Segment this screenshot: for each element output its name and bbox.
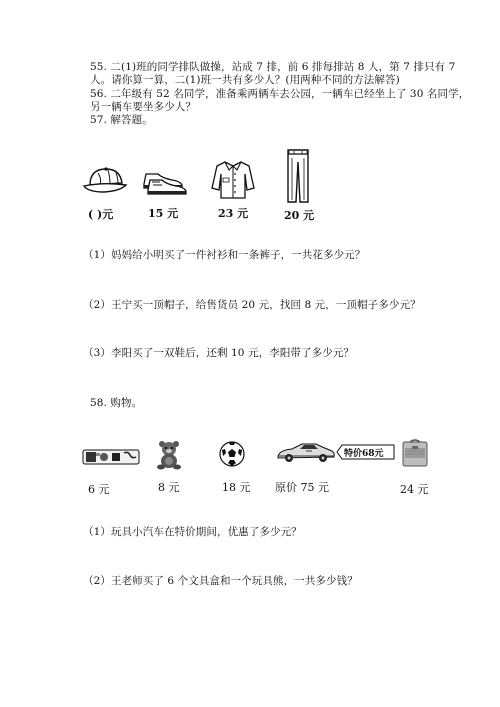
shoes-price: 15 元: [148, 207, 179, 220]
q57-sub2: （2）王宁买一顶帽子，给售货员 20 元，找回 8 元，一顶帽子多少元？: [83, 299, 421, 311]
shirt-price: 23 元: [218, 207, 249, 220]
q58-sub1: （1）玩具小汽车在特价期间，优惠了多少元？: [83, 526, 302, 538]
teddy-bear-icon: [155, 440, 183, 470]
backpack-price: 24 元: [400, 483, 429, 496]
hat-icon: [80, 165, 130, 197]
q58-sub2: （2）王老师买了 6 个文具盒和一个玩具熊，一共多少钱？: [83, 575, 358, 587]
pants-icon: [286, 148, 310, 204]
hat-price: ( )元: [88, 208, 114, 221]
q56-line1: 56. 二年级有 52 名同学，准备乘两辆车去公园，一辆车已经坐上了 30 名同学，: [90, 88, 470, 100]
q57-sub1: （1）妈妈给小明买了一件衬衫和一条裤子，一共花多少元？: [83, 249, 366, 261]
shoes-icon: [142, 170, 188, 198]
q55-line2: 人。请你算一算，二(1)班一共有多少人？(用两种不同的方法解答): [90, 74, 400, 86]
toy-car-price: 原价 75 元: [275, 481, 329, 494]
pants-price: 20 元: [284, 209, 315, 222]
backpack-icon: [401, 438, 429, 468]
sale-tag-label: 特价68元: [344, 449, 384, 459]
soccer-ball-icon: [219, 441, 245, 467]
toy-car-icon: [276, 442, 336, 464]
pencil-box-icon: [82, 447, 140, 467]
q58-title: 58. 购物。: [90, 397, 143, 409]
pencil-box-price: 6 元: [88, 483, 110, 496]
teddy-bear-price: 8 元: [158, 481, 180, 494]
q57-sub3: （3）李阳买了一双鞋后，还剩 10 元，李阳带了多少元？: [83, 347, 355, 359]
q56-line2: 另一辆车要坐多少人？: [90, 101, 196, 113]
soccer-ball-price: 18 元: [222, 481, 251, 494]
q57-title: 57. 解答题。: [90, 114, 153, 126]
q55-line1: 55. 二(1)班的同学排队做操，站成 7 排，前 6 排每排站 8 人，第 7 排只有 7: [90, 61, 456, 73]
shirt-icon: [211, 160, 255, 200]
